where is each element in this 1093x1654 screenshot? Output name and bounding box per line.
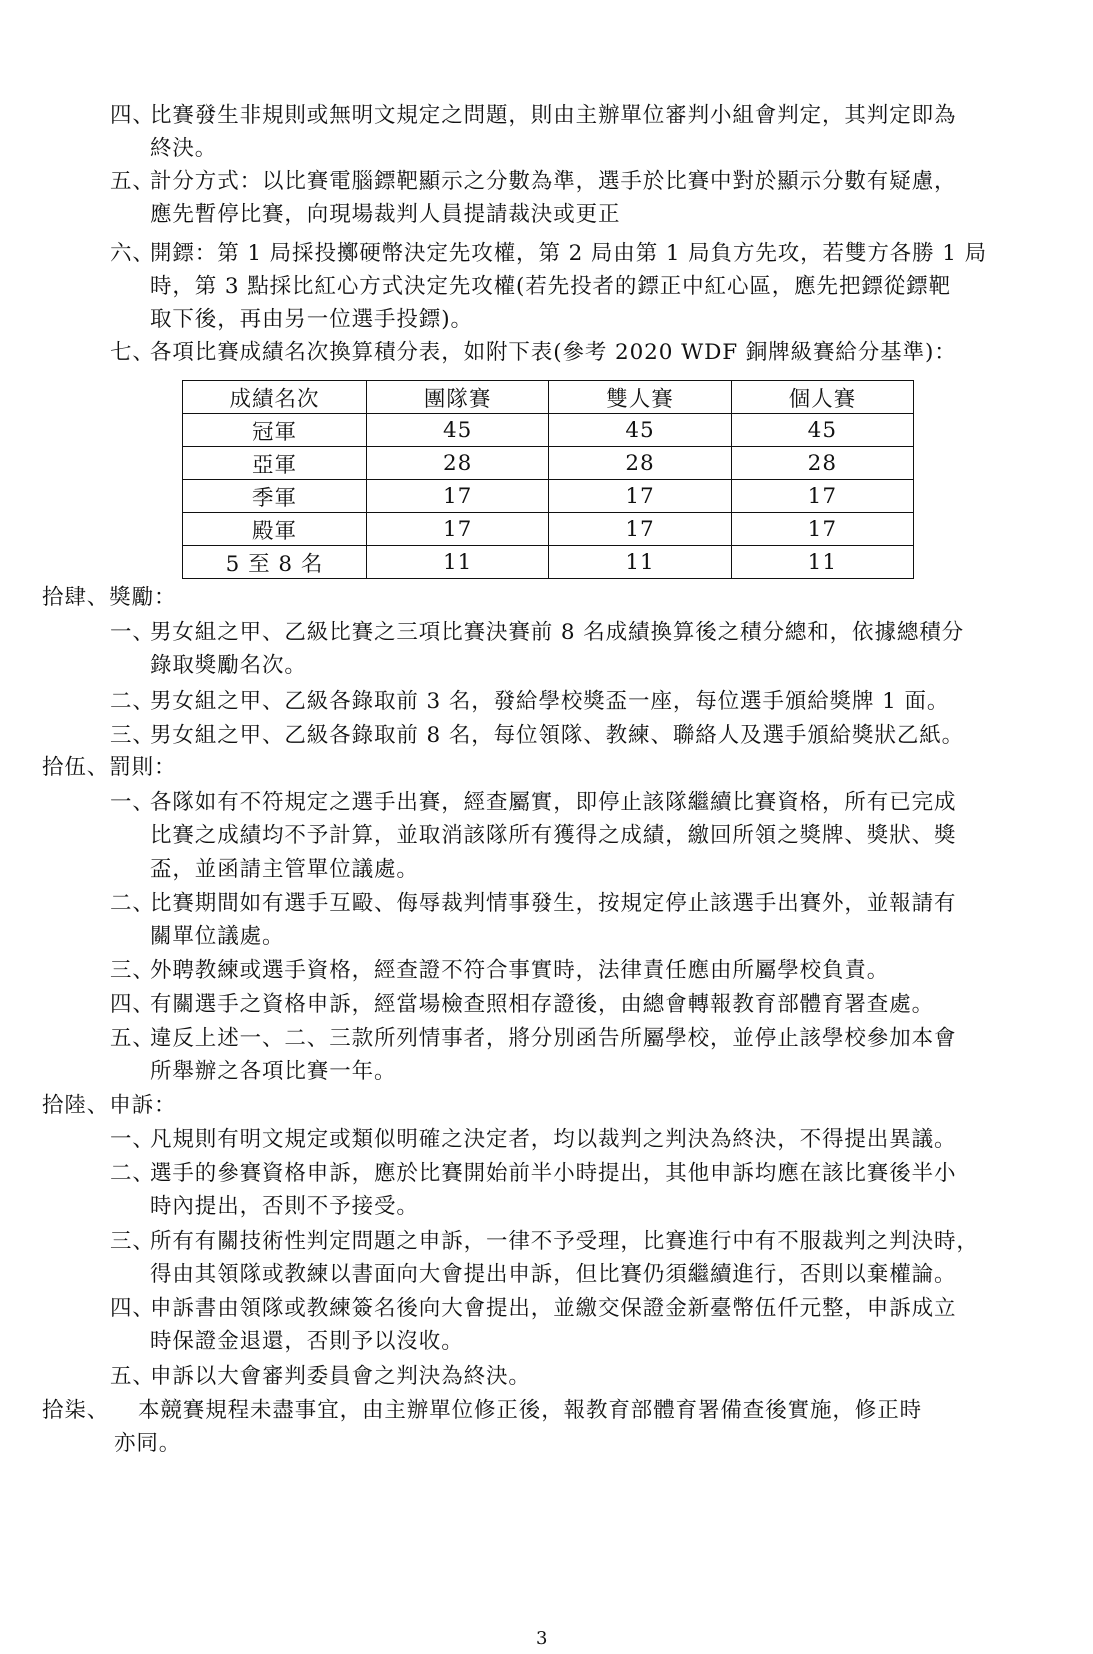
item-number: 五、 xyxy=(110,1364,155,1389)
item-text-line: 申訴書由領隊或教練簽名後向大會提出，並繳交保證金新臺幣伍仟元整，申訴成立 xyxy=(150,1296,957,1321)
table-cell: 11 xyxy=(367,546,549,579)
column-header: 雙人賽 xyxy=(549,381,731,414)
item-text-line: 男女組之甲、乙級比賽之三項比賽決賽前 8 名成績換算後之積分總和，依據總積分 xyxy=(150,620,965,645)
item-text-line: 所有有關技術性判定問題之申訴，一律不予受理，比賽進行中有不服裁判之判決時， xyxy=(150,1229,979,1254)
table-cell: 11 xyxy=(731,546,913,579)
table-cell: 冠軍 xyxy=(183,414,367,447)
item-text-line: 比賽發生非規則或無明文規定之問題，則由主辦單位審判小組會判定，其判定即為 xyxy=(150,103,957,128)
item-text-line: 時，第 3 點採比紅心方式決定先攻權(若先投者的鏢正中紅心區，應先把鏢從鏢靶 xyxy=(150,274,951,299)
item-number: 五、 xyxy=(110,1026,155,1051)
item-text-line: 申訴以大會審判委員會之判決為終決。 xyxy=(150,1364,531,1389)
table-cell: 17 xyxy=(731,480,913,513)
item-number: 四、 xyxy=(110,103,155,128)
table-cell: 28 xyxy=(367,447,549,480)
item-text-line: 男女組之甲、乙級各錄取前 3 名，發給學校獎盃一座，每位選手頒給獎牌 1 面。 xyxy=(150,689,950,714)
clause-text-line: 本競賽規程未盡事宜，由主辦單位修正後，報教育部體育署備查後實施，修正時 xyxy=(138,1398,923,1423)
table-row xyxy=(183,513,914,546)
table-cell: 亞軍 xyxy=(183,447,367,480)
item-text-line: 比賽期間如有選手互毆、侮辱裁判情事發生，按規定停止該選手出賽外，並報請有 xyxy=(150,891,957,916)
table-cell: 殿軍 xyxy=(183,513,367,546)
item-number: 五、 xyxy=(110,169,155,194)
item-number: 四、 xyxy=(110,992,155,1017)
table-cell: 17 xyxy=(549,480,731,513)
item-text-line: 凡規則有明文規定或類似明確之決定者，均以裁判之判決為終決，不得提出異議。 xyxy=(150,1127,957,1152)
table-cell: 45 xyxy=(731,414,913,447)
table-cell: 28 xyxy=(731,447,913,480)
item-text-line: 關單位議處。 xyxy=(150,924,285,949)
table-cell: 11 xyxy=(549,546,731,579)
item-text-line: 選手的參賽資格申訴，應於比賽開始前半小時提出，其他申訴均應在該比賽後半小 xyxy=(150,1161,957,1186)
item-text-line: 違反上述一、二、三款所列情事者，將分別函告所屬學校，並停止該學校參加本會 xyxy=(150,1026,957,1051)
clause-text-line: 亦同。 xyxy=(114,1431,182,1456)
item-text-line: 比賽之成績均不予計算，並取消該隊所有獲得之成績，繳回所領之獎牌、獎狀、獎 xyxy=(150,823,957,848)
table-cell: 5 至 8 名 xyxy=(183,546,367,579)
item-text-line: 男女組之甲、乙級各錄取前 8 名，每位領隊、教練、聯絡人及選手頒給獎狀乙紙。 xyxy=(150,723,965,748)
table-header-row xyxy=(183,381,914,414)
item-text-line: 終決。 xyxy=(150,136,218,161)
item-text-line: 盃，並函請主管單位議處。 xyxy=(150,857,419,882)
table-row xyxy=(183,480,914,513)
table-cell: 45 xyxy=(549,414,731,447)
item-number: 一、 xyxy=(110,620,155,645)
item-text-line: 外聘教練或選手資格，經查證不符合事實時，法律責任應由所屬學校負責。 xyxy=(150,958,890,983)
item-number: 六、 xyxy=(110,241,155,266)
item-text-line: 時內提出，否則不予接受。 xyxy=(150,1194,419,1219)
table-cell: 17 xyxy=(549,513,731,546)
table-cell: 45 xyxy=(367,414,549,447)
table-cell: 28 xyxy=(549,447,731,480)
section-heading: 拾伍、罰則： xyxy=(42,755,177,780)
table-row xyxy=(183,447,914,480)
item-text-line: 得由其領隊或教練以書面向大會提出申訴，但比賽仍須繼續進行，否則以棄權論。 xyxy=(150,1262,957,1287)
item-number: 二、 xyxy=(110,891,155,916)
item-number: 三、 xyxy=(110,958,155,983)
column-header: 團隊賽 xyxy=(367,381,549,414)
item-number: 三、 xyxy=(110,1229,155,1254)
item-number: 四、 xyxy=(110,1296,155,1321)
item-text-line: 時保證金退還，否則予以沒收。 xyxy=(150,1329,464,1354)
section-heading: 拾柒、 xyxy=(42,1398,110,1423)
page-number: 3 xyxy=(536,1628,548,1649)
item-text-line: 應先暫停比賽，向現場裁判人員提請裁決或更正 xyxy=(150,202,621,227)
item-number: 三、 xyxy=(110,723,155,748)
table-row xyxy=(183,414,914,447)
item-text-line: 各隊如有不符規定之選手出賽，經查屬實，即停止該隊繼續比賽資格，所有已完成 xyxy=(150,790,957,815)
item-number: 二、 xyxy=(110,1161,155,1186)
item-number: 一、 xyxy=(110,790,155,815)
item-number: 七、 xyxy=(110,340,155,365)
score-table xyxy=(182,380,914,579)
item-text-line: 錄取獎勵名次。 xyxy=(150,653,307,678)
section-heading: 拾陸、申訴： xyxy=(42,1093,177,1118)
item-text-line: 開鏢：第 1 局採投擲硬幣決定先攻權，第 2 局由第 1 局負方先攻，若雙方各勝 1 局 xyxy=(150,241,987,266)
section-heading: 拾肆、獎勵： xyxy=(42,585,177,610)
item-text-line: 取下後，再由另一位選手投鏢)。 xyxy=(150,307,473,332)
item-text-line: 有關選手之資格申訴，經當場檢查照相存證後，由總會轉報教育部體育署查處。 xyxy=(150,992,935,1017)
item-text-line: 各項比賽成績名次換算積分表，如附下表(參考 2020 WDF 銅牌級賽給分基準)： xyxy=(150,340,957,365)
item-text-line: 所舉辦之各項比賽一年。 xyxy=(150,1059,397,1084)
item-number: 一、 xyxy=(110,1127,155,1152)
table-cell: 季軍 xyxy=(183,480,367,513)
table-cell: 17 xyxy=(367,513,549,546)
item-number: 二、 xyxy=(110,689,155,714)
item-text-line: 計分方式：以比賽電腦鏢靶顯示之分數為準，選手於比賽中對於顯示分數有疑慮， xyxy=(150,169,957,194)
column-header: 成績名次 xyxy=(183,381,367,414)
table-cell: 17 xyxy=(731,513,913,546)
column-header: 個人賽 xyxy=(731,381,913,414)
table-row xyxy=(183,546,914,579)
table-cell: 17 xyxy=(367,480,549,513)
